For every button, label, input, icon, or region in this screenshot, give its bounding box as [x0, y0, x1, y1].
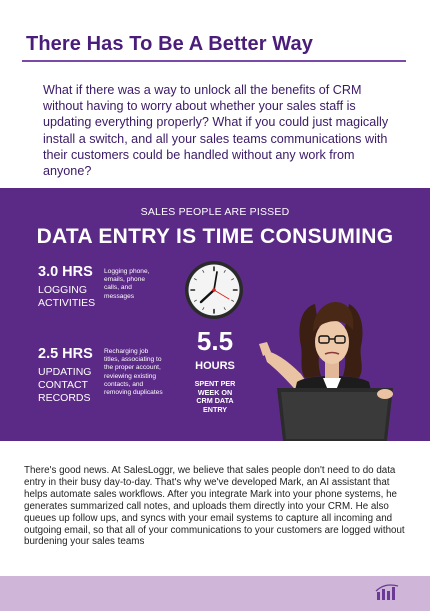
- stat-updating-desc-line: titles, associating to: [104, 356, 162, 364]
- total-caption-line: CRM DATA: [196, 396, 234, 406]
- banner-headline: DATA ENTRY IS TIME CONSUMING: [36, 225, 394, 248]
- stat-logging-label: [38, 284, 95, 310]
- total-caption-line: SPENT PER: [194, 379, 236, 388]
- stat-logging-desc-line: calls, and: [104, 284, 132, 292]
- stat-logging-desc-line: Logging phone,: [104, 268, 150, 275]
- intro-paragraph: What if there was a way to unlock all the benefits of CRM without having to worry about whether your sales staff is updating everything properly? What if you could just magically install a switch, and all your sales teams communications with their customers could be handled without any work from anyone?: [43, 83, 389, 179]
- stat-updating-label-line: UPDATING: [38, 366, 92, 378]
- stat-updating-label-line: CONTACT: [38, 379, 88, 391]
- page-title: There Has To Be A Better Way: [26, 33, 313, 55]
- stat-updating-desc-line: reviewing existing: [104, 372, 157, 380]
- body-paragraph: There's good news. At SalesLoggr, we believe that sales people don't need to do data entry in their busy day-to-day. That's why we've developed Mark, an AI assistant that helps automate sales workflows. After you integrate Mark into your phone systems, he generates summarized call notes, and uploads them directly into your CRM. He also queues up follow ups, and syncs with your email systems to capture all incoming and outgoing email, so that all of your communications to your customers are logged without burdening your sales teams: [24, 465, 405, 548]
- stat-logging-value: 3.0 HRS: [38, 264, 93, 280]
- page-footer: [0, 576, 430, 611]
- total-hours-value: 5.5: [196, 326, 234, 356]
- stat-updating-description: [104, 348, 163, 397]
- stat-updating-desc-line: Recharging job: [104, 348, 149, 355]
- total-caption-line: WEEK ON: [197, 387, 233, 397]
- stat-logging-desc-line: messages: [104, 292, 135, 300]
- stat-logging-desc-line: emails, phone: [104, 276, 146, 284]
- stat-logging-label-line: ACTIVITIES: [38, 297, 96, 309]
- banner-subheading: SALES PEOPLE ARE PISSED: [140, 206, 290, 218]
- stat-logging-description: [104, 268, 149, 301]
- frustrated-woman-illustration: [257, 294, 415, 441]
- total-hours-caption: [181, 380, 249, 414]
- stat-updating-value: 2.5 HRS: [38, 346, 93, 362]
- stats-banner: [0, 188, 430, 441]
- stat-updating-desc-line: removing duplicates: [104, 389, 163, 397]
- total-hours-unit: HOURS: [195, 360, 235, 372]
- stat-updating-desc-line: the proper account,: [104, 364, 161, 372]
- clock-icon: [184, 260, 244, 320]
- stat-updating-label: [38, 366, 91, 405]
- logo-icon: [374, 583, 402, 603]
- stat-updating-desc-line: contacts, and: [104, 380, 144, 388]
- stat-updating-label-line: RECORDS: [38, 392, 91, 404]
- stat-logging-label-line: LOGGING: [38, 284, 88, 296]
- total-caption-line: ENTRY: [202, 404, 228, 414]
- title-divider: [22, 60, 406, 62]
